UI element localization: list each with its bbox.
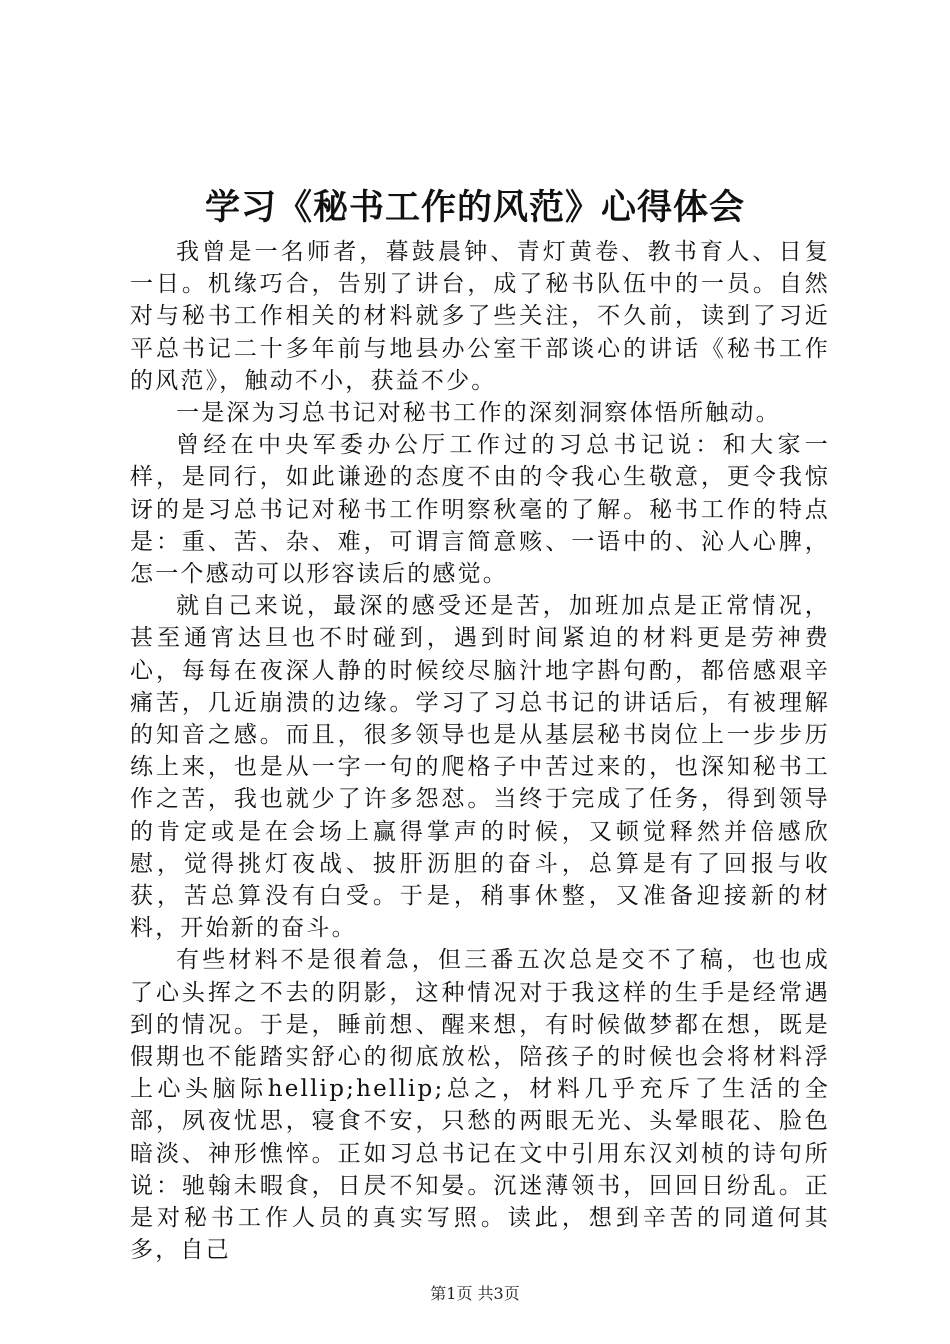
- paragraph: 我曾是一名师者，暮鼓晨钟、青灯黄卷、教书育人、日复一日。机缘巧合，告别了讲台，成了秘书队伍中的一员。自然对与秘书工作相关的材料就多了些关注，不久前，读到了习近平总书记二十多年前与地县办公室干部谈心的讲话《秘书工作的风范》，触动不小，获益不少。: [130, 239, 830, 394]
- paragraph: 一是深为习总书记对秘书工作的深刻洞察体悟所触动。: [176, 400, 781, 427]
- paragraph: 有些材料不是很着急，但三番五次总是交不了稿，也也成了心头挥之不去的阴影，这种情况对于我这样的生手是经常遇到的情况。于是，睡前想、醒来想，有时候做梦都在想，既是假期也不能踏实舒心的彻底放松，陪孩子的时候也会将材料浮上心头脑际hellip;hellip;总之，材料几乎充斥了生活的全部，夙夜忧思，寝食不安，只愁的两眼无光、头晕眼花、脸色暗淡、神形憔悴。正如习总书记在文中引用东汉刘桢的诗句所说：驰翰未暇食，日昃不知晏。沉迷薄领书，回回日纷乱。正是对秘书工作人员的真实写照。读此，想到辛苦的同道何其多，自己: [130, 947, 830, 1264]
- page-footer: 第1页 共3页: [430, 1284, 520, 1303]
- paragraph: 就自己来说，最深的感受还是苦，加班加点是正常情况，甚至通宵达旦也不时碰到，遇到时间紧迫的材料更是劳神费心，每每在夜深人静的时候绞尽脑汁地字斟句酌，都倍感艰辛痛苦，几近崩溃的边缘。学习了习总书记的讲话后，有被理解的知音之感。而且，很多领导也是从基层秘书岗位上一步步历练上来，也是从一字一句的爬格子中苦过来的，也深知秘书工作之苦，我也就少了许多怨怼。当终于完成了任务，得到领导的肯定或是在会场上赢得掌声的时候，又顿觉释然并倍感欣慰，觉得挑灯夜战、披肝沥胆的奋斗，总算是有了回报与收获，苦总算没有白受。于是，稍事休整，又准备迎接新的材料，开始新的奋斗。: [130, 593, 830, 942]
- paragraph: 曾经在中央军委办公厅工作过的习总书记说：和大家一样，是同行，如此谦逊的态度不由的令我心生敬意，更令我惊讶的是习总书记对秘书工作明察秋毫的了解。秘书工作的特点是：重、苦、杂、难，可谓言简意赅、一语中的、沁人心脾，怎一个感动可以形容读后的感觉。: [130, 432, 830, 588]
- document-body: [130, 236, 830, 1267]
- document-title: 学习《秘书工作的风范》心得体会: [204, 187, 745, 228]
